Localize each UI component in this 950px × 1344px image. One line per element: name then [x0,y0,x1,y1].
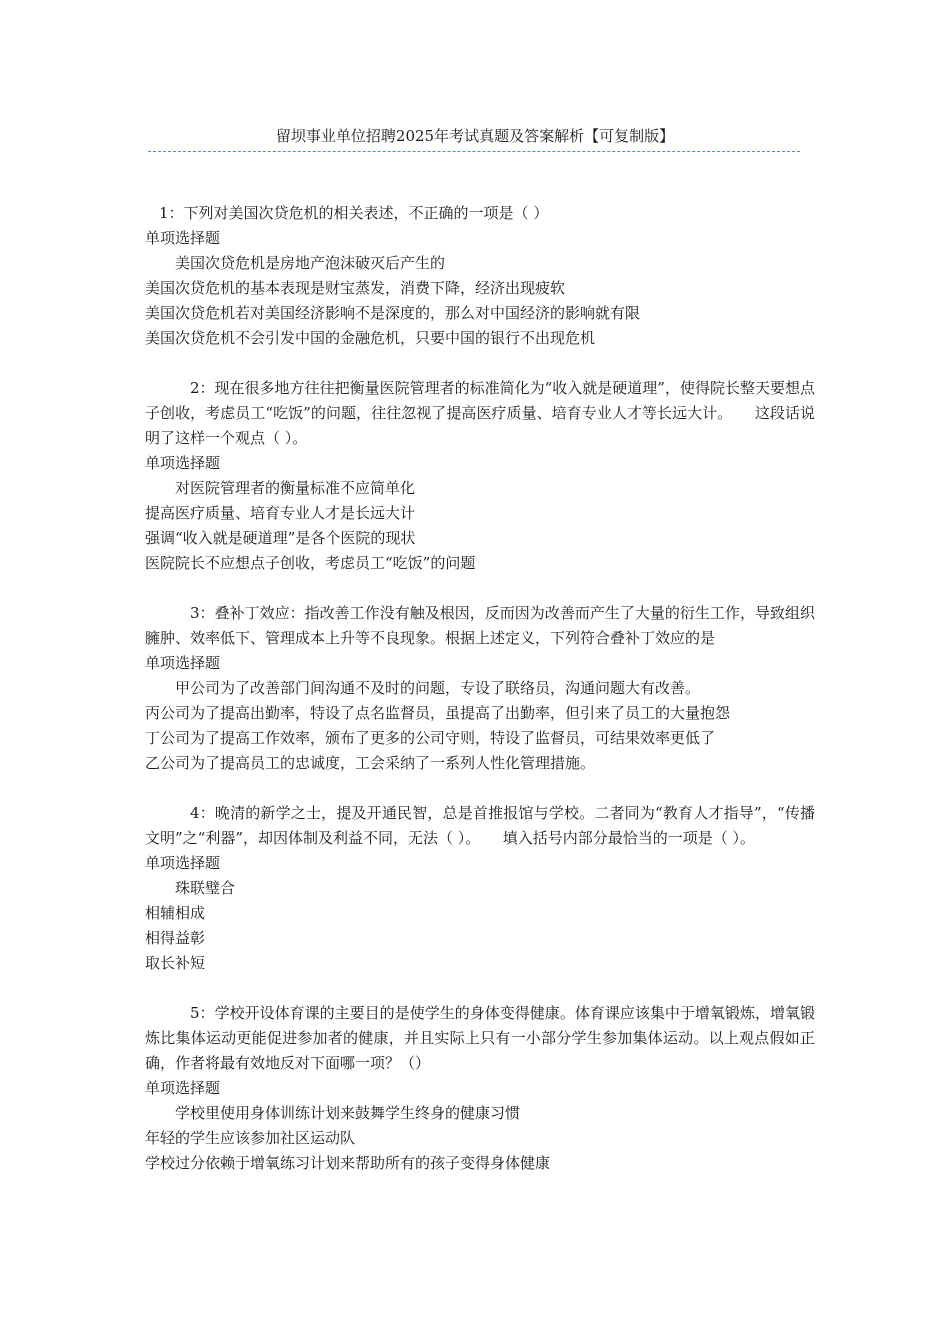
question-stem: 3：叠补丁效应：指改善工作没有触及根因，反而因为改善而产生了大量的衍生工作，导致组织臃肿、效率低下、管理成本上升等不良现象。根据上述定义，下列符合叠补丁效应的是 [145,604,815,647]
option-a: 美国次贷危机是房地产泡沫破灭后产生的 [175,254,446,272]
option-c: 学校过分依赖于增氧练习计划来帮助所有的孩子变得身体健康 [145,1154,551,1172]
question-5 [145,1001,815,1176]
question-list [145,201,815,1176]
option-d: 乙公司为了提高员工的忠诚度，工会采纳了一系列人性化管理措施。 [145,754,596,772]
question-1 [145,201,815,351]
question-type: 单项选择题 [145,654,221,672]
option-b: 美国次贷危机的基本表现是财宝蒸发，消费下降，经济出现疲软 [145,279,566,297]
question-4 [145,801,815,976]
question-stem: 5：学校开设体育课的主要目的是使学生的身体变得健康。体育课应该集中于增氧锻炼，增氧锻炼比集体运动更能促进参加者的健康，并且实际上只有一小部分学生参加集体运动。以上观点假如正确，作者将最有效地反对下面哪一项？（） [145,1004,815,1072]
option-b: 相辅相成 [145,904,206,922]
question-type: 单项选择题 [145,454,221,472]
option-d: 医院院长不应想点子创收，考虑员工“吃饭”的问题 [145,554,476,572]
option-a: 珠联璧合 [175,879,236,897]
title-divider [148,151,800,152]
option-b: 提高医疗质量、培育专业人才是长远大计 [145,504,416,522]
question-type: 单项选择题 [145,1079,221,1097]
question-stem: 1：下列对美国次贷危机的相关表述，不正确的一项是（ ） [159,204,549,222]
question-stem: 2：现在很多地方往往把衡量医院管理者的标准简化为“收入就是硬道理”，使得院长整天要想点子创收，考虑员工“吃饭”的问题，往往忽视了提高医疗质量、培育专业人才等长远大计。 这段话说明了这样一个观点（ ）。 [145,379,815,447]
question-2 [145,376,815,576]
option-a: 学校里使用身体训练计划来鼓舞学生终身的健康习惯 [175,1104,521,1122]
option-a: 甲公司为了改善部门间沟通不及时的问题，专设了联络员，沟通问题大有改善。 [175,679,701,697]
question-stem: 4：晚清的新学之士，提及开通民智，总是首推报馆与学校。二者同为“教育人才指导”，“传播文明”之“利器”，却因体制及利益不同，无法（ ）。 填入括号内部分最恰当的一项是（ ）。 [145,804,815,847]
question-type: 单项选择题 [145,854,221,872]
option-c: 相得益彰 [145,929,206,947]
option-c: 丁公司为了提高工作效率，颁布了更多的公司守则，特设了监督员，可结果效率更低了 [145,729,716,747]
document-title: 留坝事业单位招聘2025年考试真题及答案解析【可复制版】 [275,127,675,145]
option-c: 美国次贷危机若对美国经济影响不是深度的，那么对中国经济的影响就有限 [145,304,641,322]
option-b: 年轻的学生应该参加社区运动队 [145,1129,356,1147]
option-a: 对医院管理者的衡量标准不应简单化 [175,479,416,497]
option-d: 取长补短 [145,954,206,972]
option-c: 强调“收入就是硬道理”是各个医院的现状 [145,529,416,547]
option-d: 美国次贷危机不会引发中国的金融危机，只要中国的银行不出现危机 [145,329,596,347]
question-3 [145,601,815,776]
option-b: 丙公司为了提高出勤率，特设了点名监督员，虽提高了出勤率，但引来了员工的大量抱怨 [145,704,731,722]
question-type: 单项选择题 [145,229,221,247]
